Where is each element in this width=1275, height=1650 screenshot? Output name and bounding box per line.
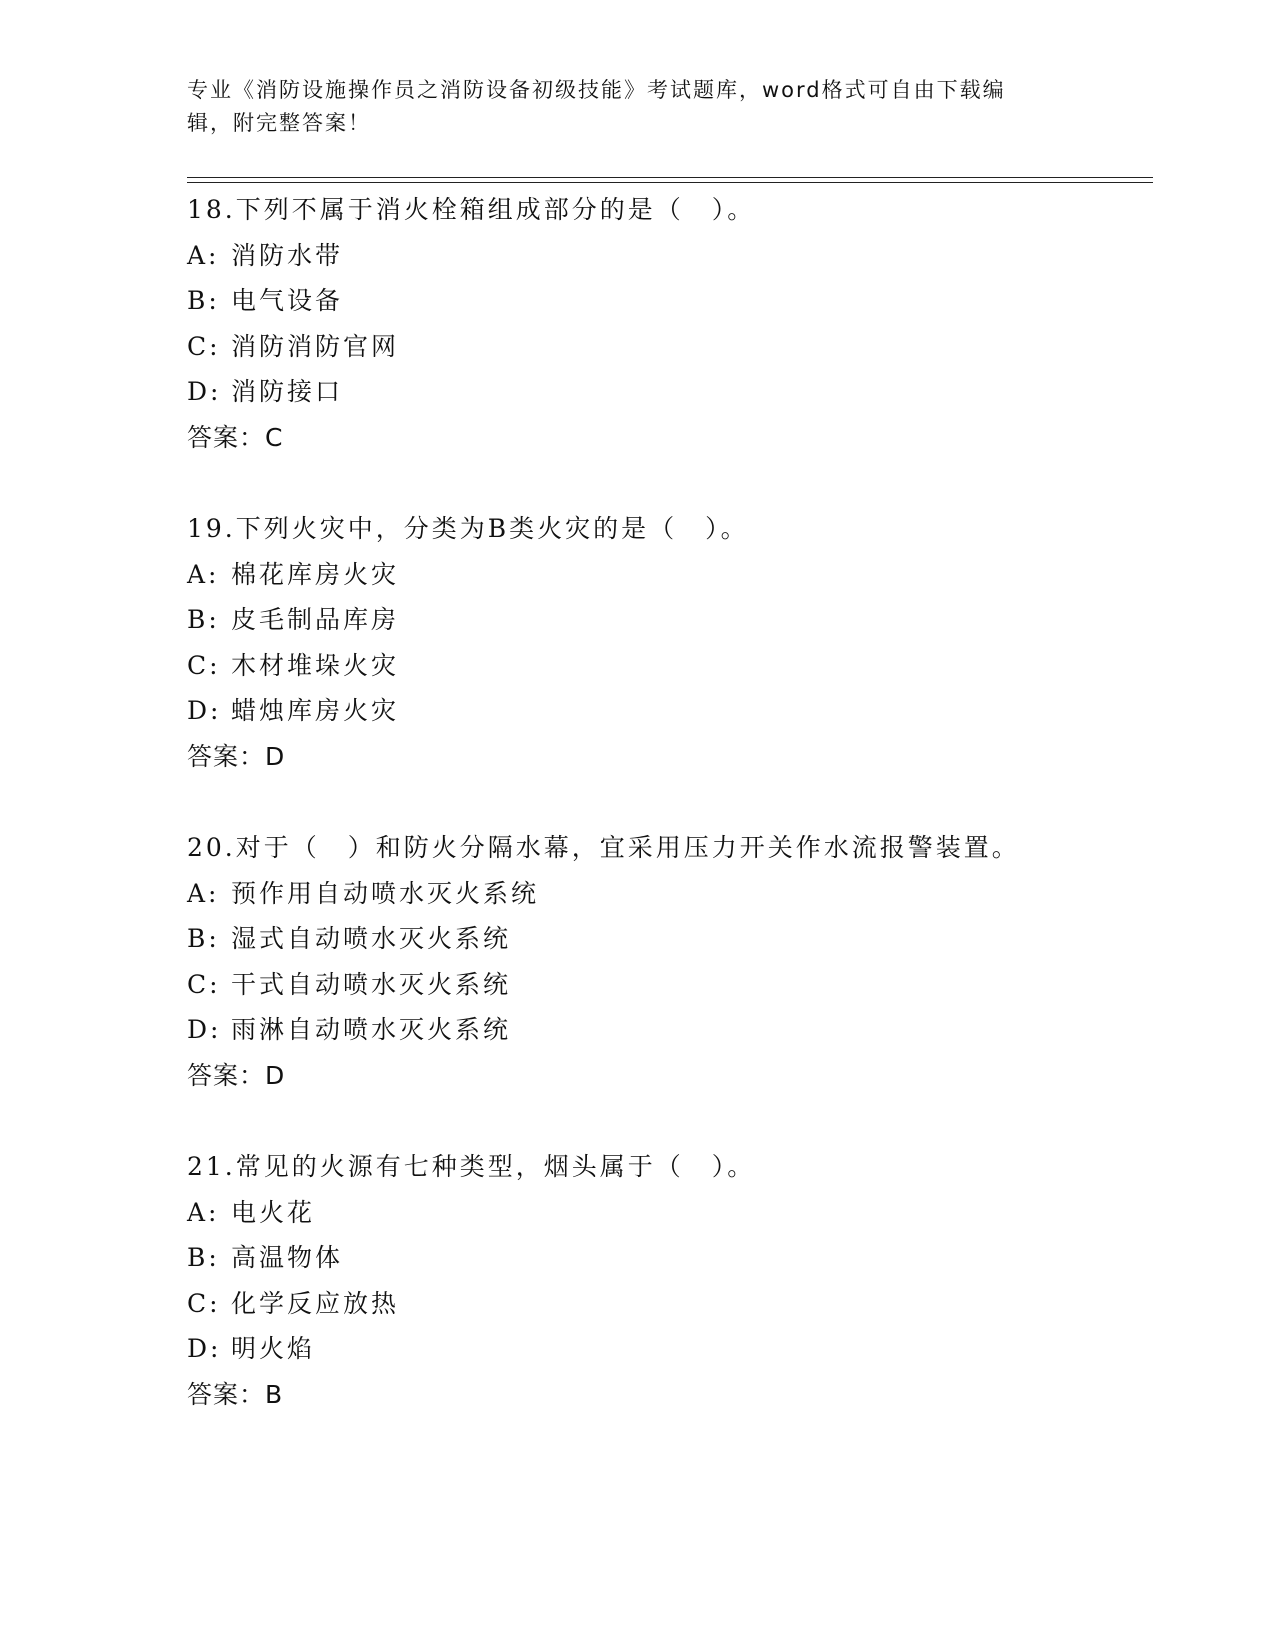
header-divider-bottom [187, 182, 1153, 183]
option-letter: A: [187, 240, 220, 270]
option-text: 雨淋自动喷水灭火系统 [231, 1015, 512, 1045]
option-d [187, 1007, 1147, 1053]
answer-line: 答案：D [187, 741, 286, 771]
option-a [187, 233, 1147, 279]
option-c [187, 324, 1147, 370]
option-c [187, 962, 1147, 1008]
option-letter: B: [187, 605, 220, 635]
question-stem: 20.对于（ ）和防火分隔水幕，宜采用压力开关作水流报警装置。 [187, 833, 1020, 862]
option-letter: A: [187, 878, 220, 908]
answer-line: 答案：C [187, 422, 284, 452]
option-a [187, 871, 1147, 917]
option-b [187, 1235, 1147, 1281]
option-letter: C: [187, 969, 221, 999]
question-stem: 21.常见的火源有七种类型，烟头属于（ ）。 [187, 1152, 756, 1181]
question-stem: 19.下列火灾中，分类为B类火灾的是（ ）。 [187, 514, 749, 543]
option-letter: D: [187, 1015, 222, 1045]
header-line-1: 专业《消防设施操作员之消防设备初级技能》考试题库，word格式可自由下载编 [187, 78, 1006, 102]
option-text: 明火焰 [231, 1334, 316, 1364]
option-text: 电气设备 [231, 286, 344, 316]
option-c [187, 1281, 1147, 1327]
option-b [187, 278, 1147, 324]
option-c [187, 643, 1147, 689]
document-header [187, 74, 1067, 140]
option-text: 皮毛制品库房 [231, 605, 400, 635]
option-text: 电火花 [231, 1197, 316, 1227]
question-stem: 18.下列不属于消火栓箱组成部分的是（ ）。 [187, 195, 756, 224]
option-letter: B: [187, 924, 220, 954]
option-text: 木材堆垛火灾 [231, 650, 400, 680]
option-letter: C: [187, 331, 221, 361]
option-text: 消防消防官网 [231, 331, 400, 361]
option-text: 消防接口 [231, 377, 344, 407]
option-d [187, 369, 1147, 415]
option-d [187, 688, 1147, 734]
question-19 [187, 506, 1147, 780]
header-line-2: 辑，附完整答案！ [187, 111, 371, 135]
option-letter: A: [187, 559, 220, 589]
option-text: 蜡烛库房火灾 [231, 696, 400, 726]
question-20 [187, 825, 1147, 1099]
option-a [187, 1190, 1147, 1236]
header-divider-top [187, 177, 1153, 178]
option-text: 湿式自动喷水灭火系统 [231, 924, 512, 954]
option-letter: D: [187, 1334, 222, 1364]
option-letter: C: [187, 1288, 221, 1318]
question-18 [187, 187, 1147, 461]
option-text: 化学反应放热 [231, 1288, 400, 1318]
question-21 [187, 1144, 1147, 1418]
option-b [187, 916, 1147, 962]
option-d [187, 1326, 1147, 1372]
answer-line: 答案：D [187, 1060, 286, 1090]
answer-line: 答案：B [187, 1379, 284, 1409]
option-text: 预作用自动喷水灭火系统 [231, 878, 540, 908]
option-text: 消防水带 [231, 240, 344, 270]
option-letter: D: [187, 377, 222, 407]
option-text: 干式自动喷水灭火系统 [231, 969, 512, 999]
option-letter: B: [187, 1243, 220, 1273]
option-letter: B: [187, 286, 220, 316]
option-letter: D: [187, 696, 222, 726]
option-letter: C: [187, 650, 221, 680]
option-b [187, 597, 1147, 643]
option-text: 棉花库房火灾 [231, 559, 400, 589]
option-text: 高温物体 [231, 1243, 344, 1273]
option-a [187, 552, 1147, 598]
option-letter: A: [187, 1197, 220, 1227]
